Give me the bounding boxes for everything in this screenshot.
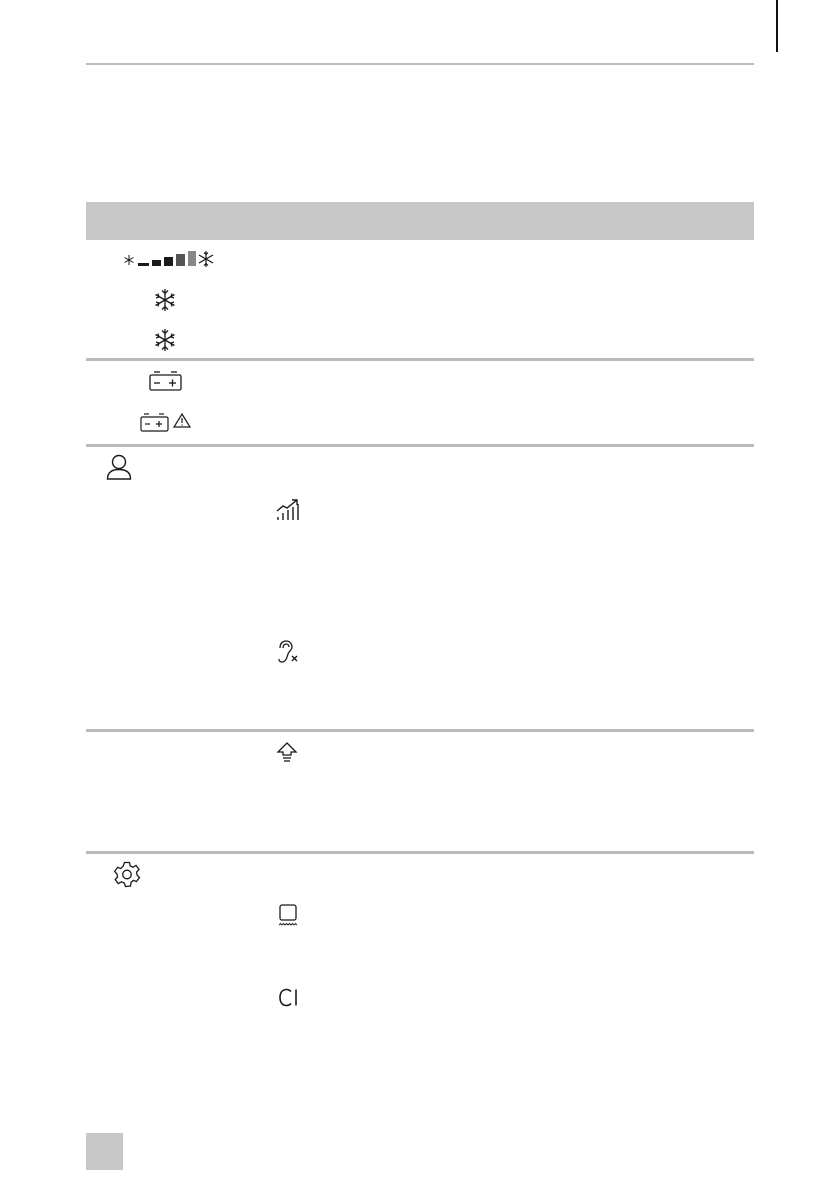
page-number-box <box>86 1133 123 1170</box>
ci-icon <box>278 988 300 1008</box>
display-screen-icon <box>278 904 300 928</box>
cooling-level-indicator-icon <box>122 249 212 269</box>
section-divider <box>86 358 754 361</box>
sound-off-icon <box>276 640 300 664</box>
battery-icon <box>149 371 182 391</box>
section-divider <box>86 729 754 732</box>
crop-mark <box>776 0 778 52</box>
table-header-bar <box>86 202 754 240</box>
section-divider <box>86 444 754 447</box>
boost-signal-icon <box>275 498 301 522</box>
snowflake-icon <box>153 288 177 312</box>
gear-icon <box>113 861 141 889</box>
snowflake-icon <box>153 328 177 352</box>
user-icon <box>106 454 132 480</box>
section-divider <box>86 851 754 854</box>
battery-warning-icon <box>140 411 192 433</box>
upload-arrow-icon <box>276 742 298 762</box>
header-rule <box>86 63 754 65</box>
